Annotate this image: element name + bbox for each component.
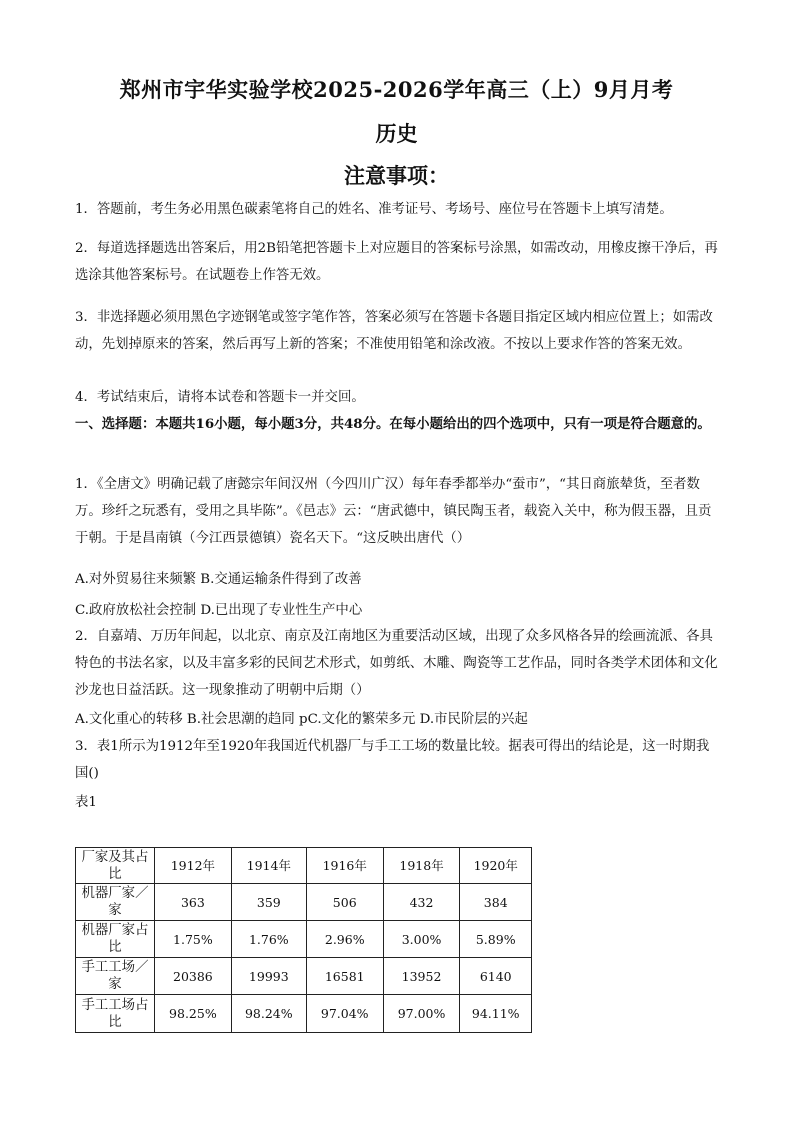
notice-item-2: 2．每道选择题选出答案后，用2B铅笔把答题卡上对应题目的答案标号涂黑，如需改动，用橡皮擦干净后，再选涂其他答案标号。在试题卷上作答无效。 (75, 241, 718, 283)
table-year-header: 1914年 (231, 848, 306, 884)
question-2-options: A.文化重心的转移 B.社会思潮的趋同 pC.文化的繁荣多元 D.市民阶层的兴起 (75, 712, 528, 727)
table-cell: 98.24% (231, 995, 306, 1033)
table-row-label: 手工工场／家 (76, 958, 155, 995)
table-cell: 6140 (460, 958, 532, 995)
table-cell: 13952 (383, 958, 460, 995)
table-cell: 506 (306, 884, 383, 921)
table-year-header: 1916年 (306, 848, 383, 884)
subject-title: 历史 (375, 121, 418, 146)
table-cell: 98.25% (154, 995, 231, 1033)
table-cell: 1.76% (231, 921, 306, 958)
table-cell: 5.89% (460, 921, 532, 958)
table-cell: 432 (383, 884, 460, 921)
notice-item-1: 1．答题前，考生务必用黑色碳素笔将自己的姓名、准考证号、考场号、座位号在答题卡上填写清楚。 (75, 202, 673, 217)
table-cell: 16581 (306, 958, 383, 995)
table-row (76, 995, 532, 1033)
table-row (76, 884, 532, 921)
table-corner-cell: 厂家及其占比 (76, 848, 155, 884)
table-caption: 表1 (75, 795, 97, 810)
table-cell: 97.04% (306, 995, 383, 1033)
factory-comparison-table (75, 847, 532, 1033)
section-heading: 一、选择题：本题共16小题，每小题3分，共48分。在每小题给出的四个选项中，只有一项是符合题意的。 (75, 416, 711, 432)
table-cell: 1.75% (154, 921, 231, 958)
table-row-label: 机器厂家／家 (76, 884, 155, 921)
notice-item-4: 4．考试结束后，请将本试卷和答题卡一并交回。 (75, 390, 365, 405)
question-3-stem: 3．表1所示为1912年至1920年我国近代机器厂与手工工场的数量比较。据表可得出的结论是，这一时期我国() (75, 739, 710, 781)
table-cell: 384 (460, 884, 532, 921)
table-cell: 97.00% (383, 995, 460, 1033)
table-cell: 20386 (154, 958, 231, 995)
question-1-options-ab: A.对外贸易往来频繁 B.交通运输条件得到了改善 (75, 572, 362, 587)
table-cell: 363 (154, 884, 231, 921)
notice-heading: 注意事项： (344, 163, 449, 188)
question-1-stem: 1．《全唐文》明确记载了唐懿宗年间汉州（今四川广汉）每年春季都举办“蚕市”，“其日商旅辇货，至者数万。珍纤之玩悉有，受用之具毕陈”。《邑志》云：“唐武德中，镇民陶玉者，载瓷入关中，称为假玉器，且贡于朝。于是昌南镇（今江西景德镇）瓷名天下。“这反映出唐代（） (75, 477, 712, 546)
table-year-header: 1912年 (154, 848, 231, 884)
table-row (76, 921, 532, 958)
table-row-label: 手工工场占比 (76, 995, 155, 1033)
notice-item-3: 3．非选择题必须用黑色字迹钢笔或签字笔作答，答案必须写在答题卡各题目指定区域内相应位置上；如需改动，先划掉原来的答案，然后再写上新的答案；不准使用铅笔和涂改液。不按以上要求作答的答案无效。 (75, 310, 713, 352)
table-cell: 94.11% (460, 995, 532, 1033)
table-row (76, 958, 532, 995)
table-year-header: 1918年 (383, 848, 460, 884)
table-year-header: 1920年 (460, 848, 532, 884)
table-cell: 3.00% (383, 921, 460, 958)
table-cell: 19993 (231, 958, 306, 995)
table-row-label: 机器厂家占比 (76, 921, 155, 958)
table-cell: 2.96% (306, 921, 383, 958)
question-2-stem: 2．自嘉靖、万历年间起，以北京、南京及江南地区为重要活动区域，出现了众多风格各异的绘画流派、各具特色的书法名家，以及丰富多彩的民间艺术形式，如剪纸、木雕、陶瓷等工艺作品，同时各类学术团体和文化沙龙也日益活跃。这一现象推动了明朝中后期（） (75, 629, 718, 698)
table-cell: 359 (231, 884, 306, 921)
table-header-row (76, 848, 532, 884)
question-1-options-cd: C.政府放松社会控制 D.已出现了专业性生产中心 (75, 603, 363, 618)
exam-title: 郑州市宇华实验学校2025-2026学年高三（上）9月月考 (119, 77, 674, 102)
